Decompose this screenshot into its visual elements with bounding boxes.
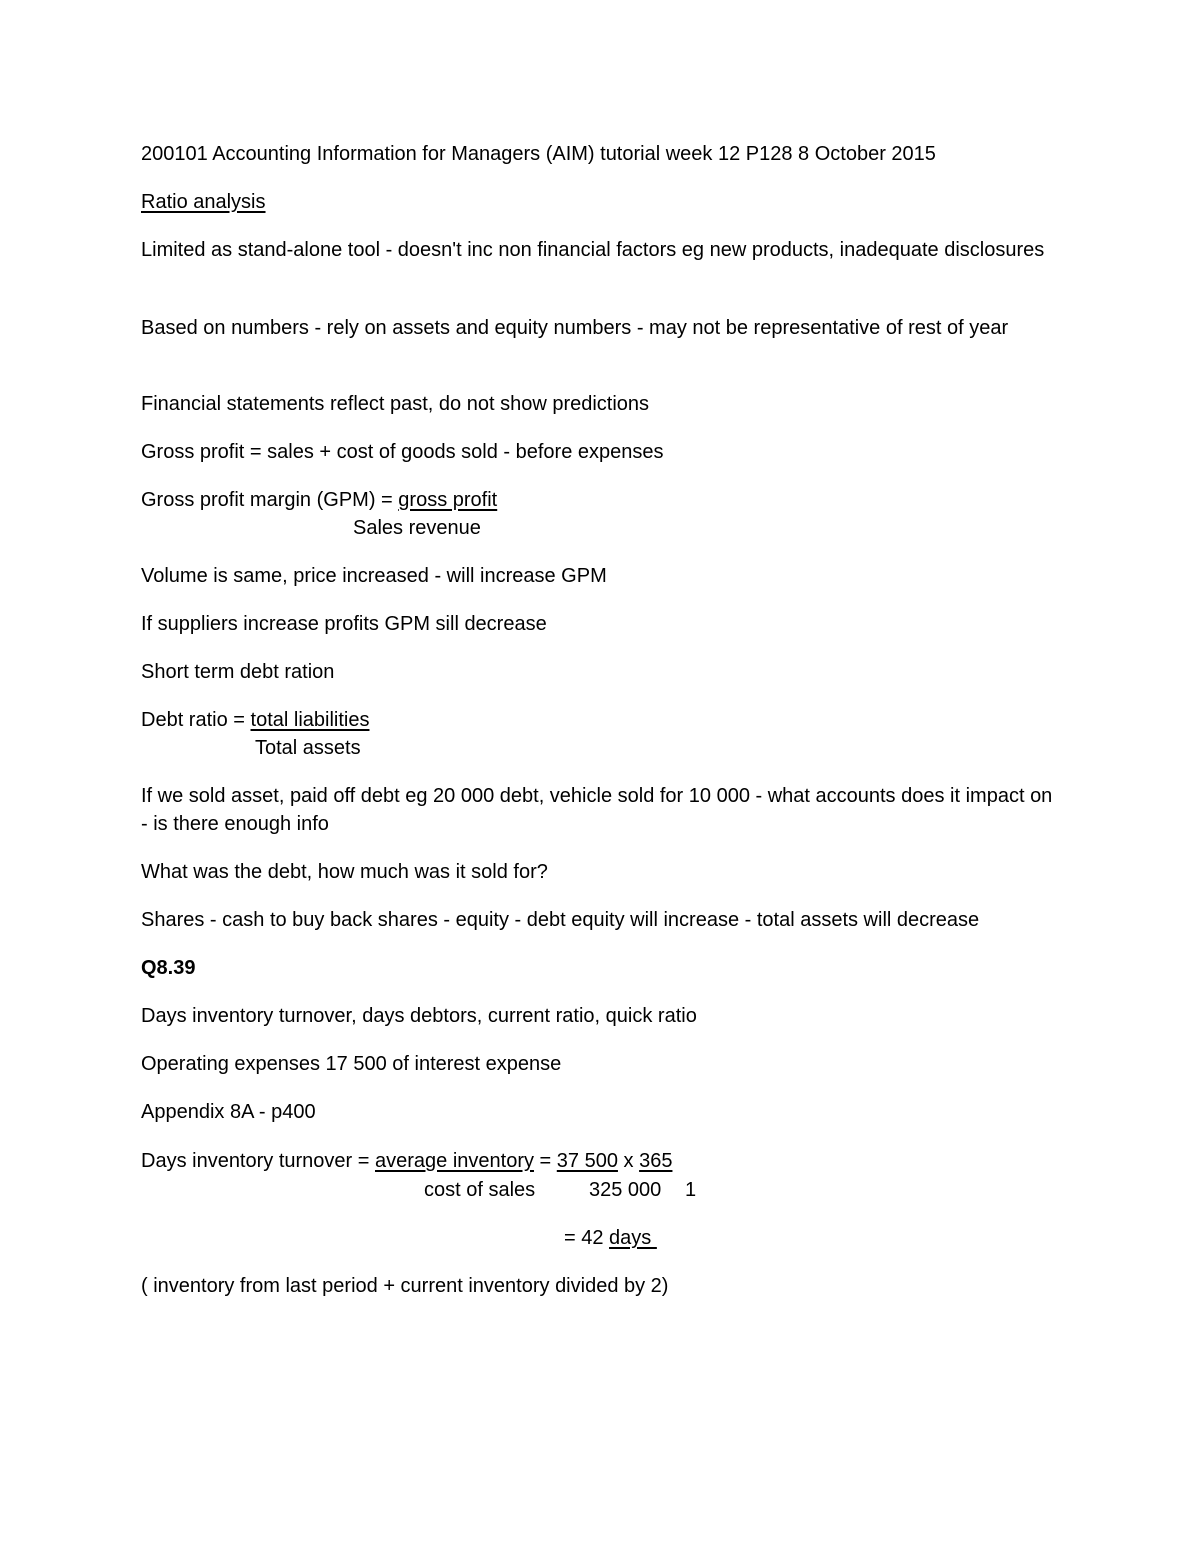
paragraph-financial-statements: Financial statements reflect past, do not show predictions <box>141 393 650 415</box>
paragraph-what-was-debt: What was the debt, how much was it sold for? <box>141 861 548 883</box>
formula-debt-ratio <box>141 706 369 734</box>
paragraph-sold-asset: If we sold asset, paid off debt eg 20 000 debt, vehicle sold for 10 000 - what accounts does it impact on - is there enough info <box>141 785 1053 835</box>
formula-dit-numerator-value: 37 500 <box>556 1150 618 1172</box>
formula-dit-denominator-one: 1 <box>685 1179 697 1201</box>
formula-dit-result <box>564 1224 657 1252</box>
formula-dit-lhs: Days inventory turnover = <box>141 1150 375 1172</box>
paragraph-suppliers: If suppliers increase profits GPM sill decrease <box>141 613 547 635</box>
paragraph-shares: Shares - cash to buy back shares - equity - debt equity will increase - total assets will decrease <box>141 909 980 931</box>
document-title: 200101 Accounting Information for Managers (AIM) tutorial week 12 P128 8 October 2015 <box>141 143 936 165</box>
formula-dit-numerator: average inventory <box>375 1150 534 1172</box>
paragraph-gross-profit: Gross profit = sales + cost of goods sold - before expenses <box>141 441 664 463</box>
formula-dit-equals: = <box>533 1150 557 1172</box>
section-heading: Ratio analysis <box>141 191 266 213</box>
paragraph-operating-expenses: Operating expenses 17 500 of interest expense <box>141 1053 562 1075</box>
formula-gpm-lhs: Gross profit margin (GPM) = <box>141 489 399 511</box>
question-heading: Q8.39 <box>141 957 196 979</box>
formula-debt-lhs: Debt ratio = <box>141 709 251 731</box>
paragraph-inventory-note: ( inventory from last period + current inventory divided by 2) <box>141 1275 669 1297</box>
formula-dit-result-eq: = 42 <box>564 1227 610 1249</box>
formula-debt-numerator: total liabilities <box>250 709 370 731</box>
paragraph-appendix: Appendix 8A - p400 <box>141 1101 316 1123</box>
paragraph-short-term-debt: Short term debt ration <box>141 661 335 683</box>
formula-dit-result-unit: days <box>609 1227 657 1249</box>
formula-dit-days-value: 365 <box>639 1150 673 1172</box>
paragraph-limited-tool: Limited as stand-alone tool - doesn't inc non financial factors eg new products, inadequate disclosures <box>141 239 1045 261</box>
formula-dit-denominator-value: 325 000 <box>589 1179 662 1201</box>
formula-dit-denominator: cost of sales <box>424 1179 536 1201</box>
formula-gpm-numerator: gross profit <box>398 489 498 511</box>
formula-days-inventory <box>141 1147 672 1175</box>
formula-gpm-denominator: Sales revenue <box>353 517 481 539</box>
formula-dit-times: x <box>617 1150 640 1172</box>
formula-gpm <box>141 486 497 514</box>
paragraph-volume: Volume is same, price increased - will increase GPM <box>141 565 607 587</box>
paragraph-days-inventory: Days inventory turnover, days debtors, current ratio, quick ratio <box>141 1005 697 1027</box>
formula-debt-denominator: Total assets <box>255 737 361 759</box>
paragraph-based-on-numbers: Based on numbers - rely on assets and equity numbers - may not be representative of rest of year <box>141 317 1009 339</box>
